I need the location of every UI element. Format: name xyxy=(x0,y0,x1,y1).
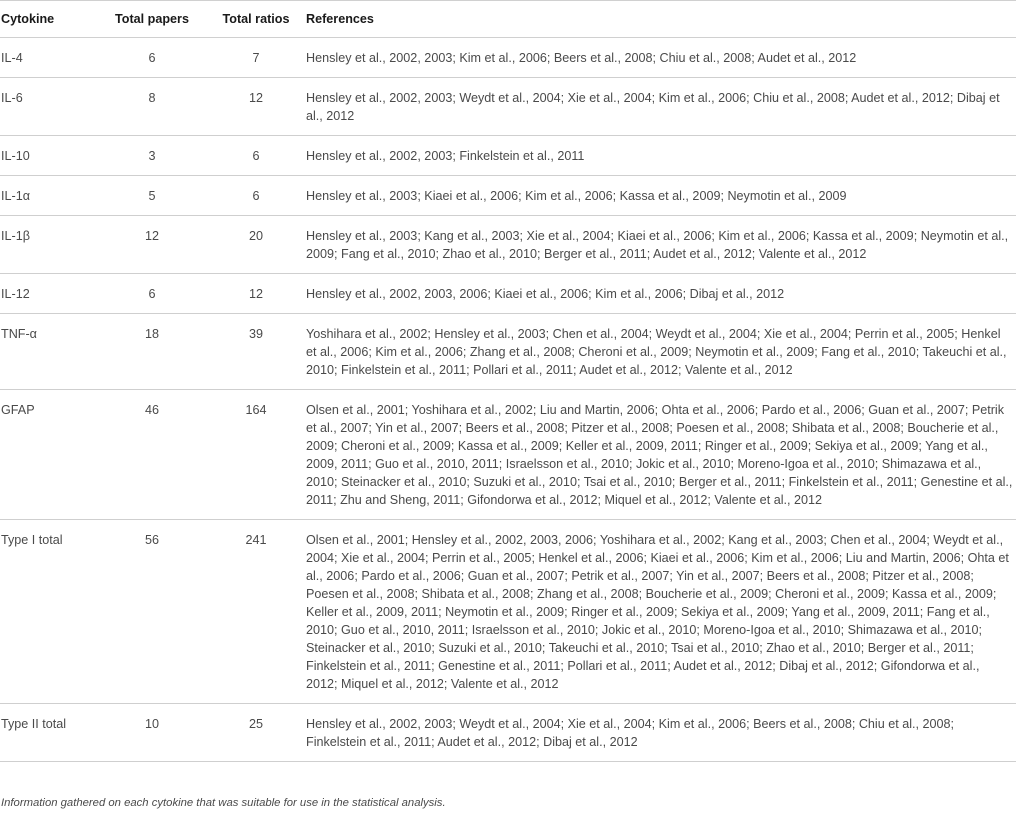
cell-total-papers: 10 xyxy=(96,704,208,762)
cell-references: Hensley et al., 2003; Kang et al., 2003; Xie et al., 2004; Kiaei et al., 2006; Kim et al., 2006; Kassa et al., 2009; Neymotin et al., 2009; Fang et al., 2010; Zhao et al., 2010; Berger et al., 2011; Audet et al., 2012; Valente et al., 2012 xyxy=(304,216,1016,274)
cell-total-ratios: 20 xyxy=(208,216,304,274)
header-total-papers: Total papers xyxy=(96,1,208,38)
cell-total-ratios: 12 xyxy=(208,78,304,136)
cell-total-ratios: 6 xyxy=(208,136,304,176)
cell-references: Yoshihara et al., 2002; Hensley et al., 2003; Chen et al., 2004; Weydt et al., 2004; Xie et al., 2004; Perrin et al., 2005; Henkel et al., 2006; Kim et al., 2006; Zhang et al., 2008; Cheroni et al., 2009; Neymotin et al., 2009; Fang et al., 2010; Takeuchi et al., 2010; Finkelstein et al., 2011; Pollari et al., 2011; Audet et al., 2012; Valente et al., 2012 xyxy=(304,314,1016,390)
cell-references: Olsen et al., 2001; Yoshihara et al., 2002; Liu and Martin, 2006; Ohta et al., 2006; Pardo et al., 2006; Guan et al., 2007; Petrik et al., 2007; Yin et al., 2007; Beers et al., 2008; Pitzer et al., 2008; Poesen et al., 2008; Shibata et al., 2008; Boucherie et al., 2009; Cheroni et al., 2009; Kassa et al., 2009; Keller et al., 2009, 2011; Ringer et al., 2009; Sekiya et al., 2009; Yang et al., 2009, 2011; Guo et al., 2010, 2011; Israelsson et al., 2010; Jokic et al., 2010; Moreno-Igoa et al., 2010; Shimazawa et al., 2010; Steinacker et al., 2010; Suzuki et al., 2010; Tsai et al., 2010; Berger et al., 2011; Finkelstein et al., 2011; Genestine et al., 2011; Zhu and Sheng, 2011; Gifondorwa et al., 2012; Miquel et al., 2012; Valente et al., 2012 xyxy=(304,390,1016,520)
table-row xyxy=(0,176,1016,216)
cell-cytokine: IL-4 xyxy=(0,38,96,78)
table-row xyxy=(0,704,1016,762)
table-row xyxy=(0,78,1016,136)
table-header xyxy=(0,1,1016,38)
header-total-ratios: Total ratios xyxy=(208,1,304,38)
cell-cytokine: IL-1α xyxy=(0,176,96,216)
cell-total-ratios: 25 xyxy=(208,704,304,762)
table-row xyxy=(0,390,1016,520)
cell-references: Olsen et al., 2001; Hensley et al., 2002, 2003, 2006; Yoshihara et al., 2002; Kang et al., 2003; Chen et al., 2004; Weydt et al., 2004; Xie et al., 2004; Perrin et al., 2005; Henkel et al., 2006; Kiaei et al., 2006; Kim et al., 2006; Liu and Martin, 2006; Ohta et al., 2006; Pardo et al., 2006; Guan et al., 2007; Petrik et al., 2007; Yin et al., 2007; Beers et al., 2008; Pitzer et al., 2008; Poesen et al., 2008; Shibata et al., 2008; Zhang et al., 2008; Boucherie et al., 2009; Cheroni et al., 2009; Kassa et al., 2009; Keller et al., 2009, 2011; Neymotin et al., 2009; Ringer et al., 2009; Sekiya et al., 2009; Yang et al., 2009, 2011; Fang et al., 2010; Guo et al., 2010, 2011; Israelsson et al., 2010; Jokic et al., 2010; Moreno-Igoa et al., 2010; Shimazawa et al., 2010; Steinacker et al., 2010; Suzuki et al., 2010; Takeuchi et al., 2010; Tsai et al., 2010; Zhao et al., 2010; Berger et al., 2011; Finkelstein et al., 2011; Genestine et al., 2011; Pollari et al., 2011; Audet et al., 2012; Dibaj et al., 2012; Gifondorwa et al., 2012; Miquel et al., 2012; Valente et al., 2012 xyxy=(304,520,1016,704)
cell-cytokine: TNF-α xyxy=(0,314,96,390)
cell-total-ratios: 6 xyxy=(208,176,304,216)
cell-cytokine: GFAP xyxy=(0,390,96,520)
table-row xyxy=(0,38,1016,78)
cell-cytokine: IL-1β xyxy=(0,216,96,274)
table-caption: Information gathered on each cytokine that was suitable for use in the statistical analysis. xyxy=(1,797,446,809)
cell-total-papers: 5 xyxy=(96,176,208,216)
cell-cytokine: Type I total xyxy=(0,520,96,704)
header-row xyxy=(0,1,1016,38)
cell-total-papers: 8 xyxy=(96,78,208,136)
header-cytokine: Cytokine xyxy=(0,1,96,38)
cell-total-ratios: 39 xyxy=(208,314,304,390)
cell-total-papers: 6 xyxy=(96,274,208,314)
table-row xyxy=(0,314,1016,390)
cell-references: Hensley et al., 2002, 2003; Weydt et al., 2004; Xie et al., 2004; Kim et al., 2006; Chiu et al., 2008; Audet et al., 2012; Dibaj et al., 2012 xyxy=(304,78,1016,136)
cell-references: Hensley et al., 2002, 2003; Weydt et al., 2004; Xie et al., 2004; Kim et al., 2006; Beers et al., 2008; Chiu et al., 2008; Finkelstein et al., 2011; Audet et al., 2012; Dibaj et al., 2012 xyxy=(304,704,1016,762)
cell-total-papers: 56 xyxy=(96,520,208,704)
cell-cytokine: IL-6 xyxy=(0,78,96,136)
cell-total-ratios: 164 xyxy=(208,390,304,520)
table-row xyxy=(0,136,1016,176)
cell-total-papers: 12 xyxy=(96,216,208,274)
table-body xyxy=(0,38,1016,762)
header-references: References xyxy=(304,1,1016,38)
cell-cytokine: IL-10 xyxy=(0,136,96,176)
cell-cytokine: IL-12 xyxy=(0,274,96,314)
table-row xyxy=(0,274,1016,314)
cell-total-ratios: 12 xyxy=(208,274,304,314)
cell-total-ratios: 7 xyxy=(208,38,304,78)
cell-cytokine: Type II total xyxy=(0,704,96,762)
cell-total-papers: 3 xyxy=(96,136,208,176)
cell-total-papers: 18 xyxy=(96,314,208,390)
cell-total-papers: 46 xyxy=(96,390,208,520)
table-row xyxy=(0,520,1016,704)
cell-references: Hensley et al., 2003; Kiaei et al., 2006; Kim et al., 2006; Kassa et al., 2009; Neymotin et al., 2009 xyxy=(304,176,1016,216)
cell-total-papers: 6 xyxy=(96,38,208,78)
cell-references: Hensley et al., 2002, 2003, 2006; Kiaei et al., 2006; Kim et al., 2006; Dibaj et al., 2012 xyxy=(304,274,1016,314)
cell-references: Hensley et al., 2002, 2003; Finkelstein et al., 2011 xyxy=(304,136,1016,176)
cell-total-ratios: 241 xyxy=(208,520,304,704)
table-row xyxy=(0,216,1016,274)
cell-references: Hensley et al., 2002, 2003; Kim et al., 2006; Beers et al., 2008; Chiu et al., 2008; Audet et al., 2012 xyxy=(304,38,1016,78)
